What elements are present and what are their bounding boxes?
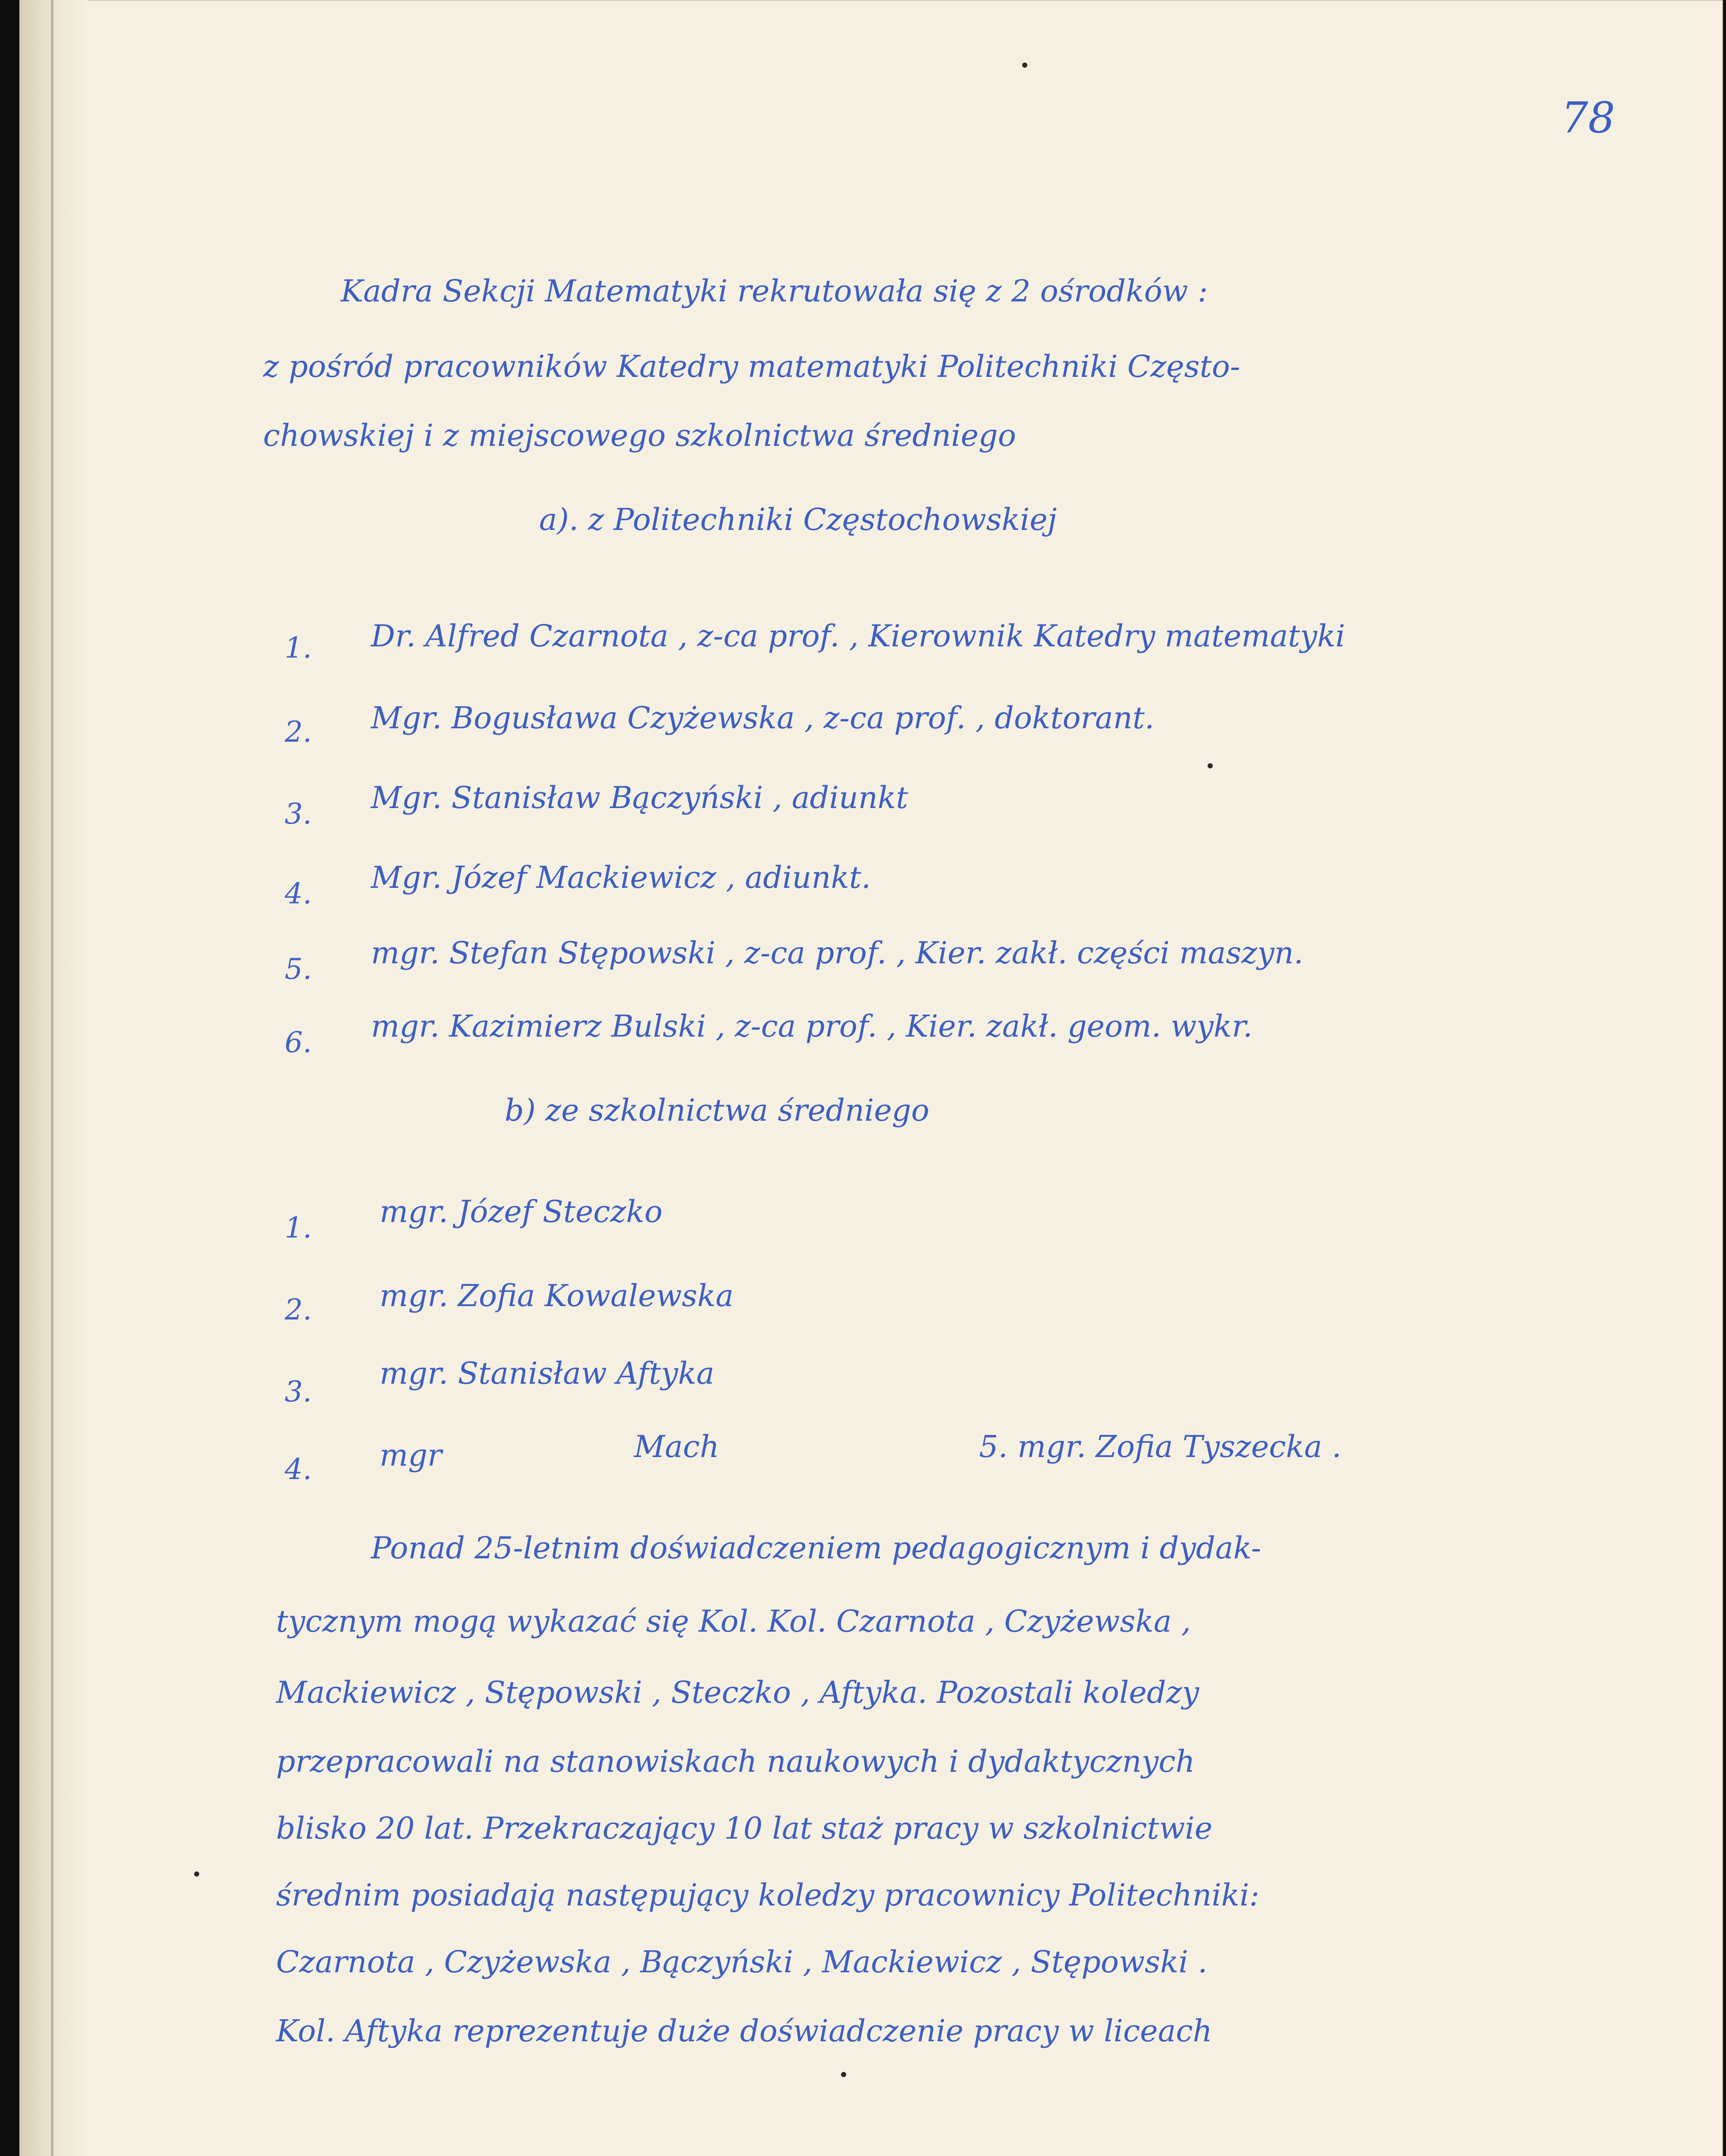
section-a-item-2-number: 2. xyxy=(285,715,312,749)
binding-fold-line xyxy=(51,0,53,2156)
section-a-item-1-number: 1. xyxy=(285,631,312,664)
section-a-item-6: mgr. Kazimierz Bulski , z-ca prof. , Kier. zakł. geom. wykr. xyxy=(371,1009,1253,1044)
section-a-item-2: Mgr. Bogusława Czyżewska , z-ca prof. , doktorant. xyxy=(371,700,1155,736)
section-b-item-4-number: 4. xyxy=(285,1453,312,1486)
paragraph-line-3: Mackiewicz , Stępowski , Steczko , Aftyka. Pozostali koledzy xyxy=(276,1675,1199,1710)
paper-speck xyxy=(194,1871,199,1877)
section-a-item-3: Mgr. Stanisław Bączyński , adiunkt xyxy=(371,780,908,815)
section-a-item-4-number: 4. xyxy=(285,877,312,910)
section-a-item-5-number: 5. xyxy=(285,953,312,986)
paragraph-line-7: Czarnota , Czyżewska , Bączyński , Mackiewicz , Stępowski . xyxy=(276,1944,1208,1980)
paragraph-line-4: przepracowali na stanowiskach naukowych i dydaktycznych xyxy=(276,1744,1195,1779)
section-a-item-1: Dr. Alfred Czarnota , z-ca prof. , Kierownik Katedry matematyki xyxy=(371,618,1345,654)
section-a-item-4: Mgr. Józef Mackiewicz , adiunkt. xyxy=(371,860,871,895)
section-b-item-2: mgr. Zofia Kowalewska xyxy=(380,1278,734,1313)
paragraph-line-6: średnim posiadają następujący koledzy pracownicy Politechniki: xyxy=(276,1877,1260,1913)
section-a-item-3-number: 3. xyxy=(285,797,312,830)
paper-speck xyxy=(1022,63,1027,68)
paper-speck xyxy=(1208,763,1213,768)
section-a-item-5: mgr. Stefan Stępowski , z-ca prof. , Kier. zakł. części maszyn. xyxy=(371,935,1304,971)
page-number: 78 xyxy=(1561,94,1615,143)
paragraph-line-1: Ponad 25-letnim doświadczeniem pedagogicznym i dydak- xyxy=(371,1530,1262,1566)
section-a-heading: a). z Politechniki Częstochowskiej xyxy=(539,502,1057,537)
intro-line-2: z pośród pracowników Katedry matematyki Politechniki Często- xyxy=(263,349,1240,384)
section-b-item-1-number: 1. xyxy=(285,1211,312,1244)
intro-line-3: chowskiej i z miejscowego szkolnictwa średniego xyxy=(263,418,1016,453)
section-b-item-2-number: 2. xyxy=(285,1293,312,1326)
intro-line-1: Kadra Sekcji Matematyki rekrutowała się z 2 ośrodków : xyxy=(341,273,1208,309)
section-a-item-6-number: 6. xyxy=(285,1026,312,1059)
section-b-item-5-inline: 5. mgr. Zofia Tyszecka . xyxy=(979,1429,1342,1464)
paper-speck xyxy=(841,2072,846,2077)
paragraph-line-8: Kol. Aftyka reprezentuje duże doświadczenie pracy w liceach xyxy=(276,2013,1212,2049)
section-b-item-3-number: 3. xyxy=(285,1375,312,1408)
section-b-item-4-name: Mach xyxy=(634,1429,719,1464)
section-b-item-4-title: mgr xyxy=(380,1438,442,1473)
section-b-heading: b) ze szkolnictwa średniego xyxy=(505,1093,929,1128)
paragraph-line-5: blisko 20 lat. Przekraczający 10 lat staż pracy w szkolnictwie xyxy=(276,1811,1213,1846)
section-b-item-3: mgr. Stanisław Aftyka xyxy=(380,1356,715,1391)
binding-gutter xyxy=(19,0,88,2156)
paragraph-line-2: tycznym mogą wykazać się Kol. Kol. Czarnota , Czyżewska , xyxy=(276,1604,1191,1639)
section-b-item-1: mgr. Józef Steczko xyxy=(380,1194,663,1229)
